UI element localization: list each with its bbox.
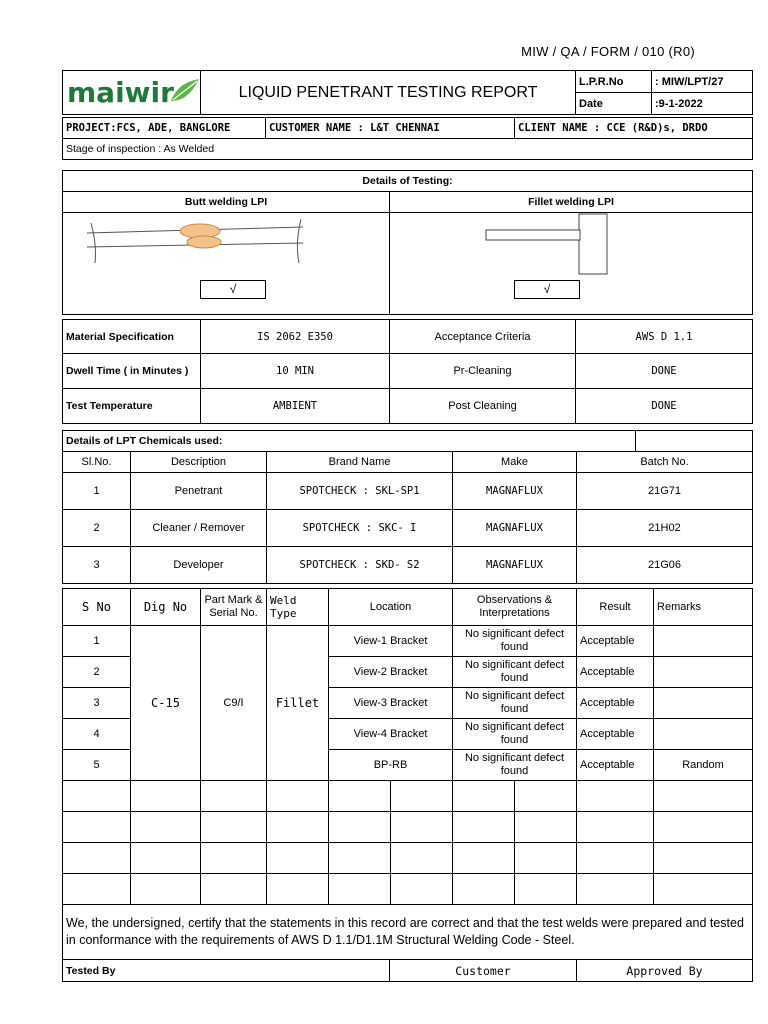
project-field: PROJECT:FCS, ADE, BANGLORE <box>63 118 266 139</box>
butt-label: Butt welding LPI <box>63 192 390 213</box>
date-value: :9-1-2022 <box>652 93 753 115</box>
fillet-label: Fillet welding LPI <box>390 192 753 213</box>
details-title: Details of Testing: <box>63 171 753 192</box>
param-row: Material Specification IS 2062 E350 Acceptance Criteria AWS D 1.1 <box>63 320 753 354</box>
client-field: CLIENT NAME : CCE (R&D)s, DRDO <box>515 118 753 139</box>
butt-checkbox: √ <box>200 280 266 299</box>
fillet-weld-drawing <box>484 212 614 277</box>
table-row: 5 BP-RB No significant defect found Acceptable Random <box>63 750 753 781</box>
logo <box>63 71 201 115</box>
form-code: MIW / QA / FORM / 010 (R0) <box>521 44 695 59</box>
table-row: 2 View-2 Bracket No significant defect found Acceptable <box>63 657 753 688</box>
table-row: 3 View-3 Bracket No significant defect found Acceptable <box>63 688 753 719</box>
param-row: Test Temperature AMBIENT Post Cleaning DONE <box>63 389 753 424</box>
part-mark: C9/I <box>201 626 267 781</box>
param-row: Dwell Time ( in Minutes ) 10 MIN Pr-Cleaning DONE <box>63 354 753 389</box>
dig-no: C-15 <box>131 626 201 781</box>
svg-text:maiwir: maiwir <box>67 76 174 109</box>
certification <box>62 904 753 982</box>
report-header <box>62 70 753 115</box>
table-row: 2 Cleaner / Remover SPOTCHECK : SKC- I MAGNAFLUX 21H02 <box>63 510 753 547</box>
stage-field: Stage of inspection : As Welded <box>63 139 753 160</box>
lpr-label: L.P.R.No <box>576 71 652 93</box>
table-row <box>63 781 753 812</box>
report-title: LIQUID PENETRANT TESTING REPORT <box>201 71 576 115</box>
table-row: 4 View-4 Bracket No significant defect found Acceptable <box>63 719 753 750</box>
customer-field: CUSTOMER NAME : L&T CHENNAI <box>266 118 515 139</box>
table-row: 1 Penetrant SPOTCHECK : SKL-SP1 MAGNAFLUX 21G71 <box>63 473 753 510</box>
approved-by-label: Approved By <box>577 960 753 982</box>
lpr-value: : MIW/LPT/27 <box>652 71 753 93</box>
customer-sig-label: Customer <box>390 960 577 982</box>
tested-by-label: Tested By <box>63 960 390 982</box>
chem-title: Details of LPT Chemicals used: <box>63 431 636 452</box>
table-row: 1 C-15 C9/I Fillet View-1 Bracket No significant defect found Acceptable <box>63 626 753 657</box>
table-row: 3 Developer SPOTCHECK : SKD- S2 MAGNAFLUX 21G06 <box>63 547 753 584</box>
obs-header-row: S No Dig No Part Mark & Serial No. Weld Type Location Observations & Interpretations Result Remarks <box>63 589 753 626</box>
certify-text: We, the undersigned, certify that the statements in this record are correct and that the test welds were prepared and tested in conformance with the requirements of AWS D 1.1/D1.1M Structural Welding Code - Steel. <box>63 905 753 960</box>
test-parameters <box>62 319 753 424</box>
table-row <box>63 812 753 843</box>
date-label: Date <box>576 93 652 115</box>
chem-header-row: Sl.No. Description Brand Name Make Batch No. <box>63 452 753 473</box>
observations-table <box>62 588 753 905</box>
chemicals-table <box>62 430 753 584</box>
project-info <box>62 117 753 160</box>
fillet-checkbox: √ <box>514 280 580 299</box>
weld-type: Fillet <box>267 626 329 781</box>
butt-weld-drawing <box>85 215 310 265</box>
table-row <box>63 843 753 874</box>
table-row <box>63 874 753 905</box>
